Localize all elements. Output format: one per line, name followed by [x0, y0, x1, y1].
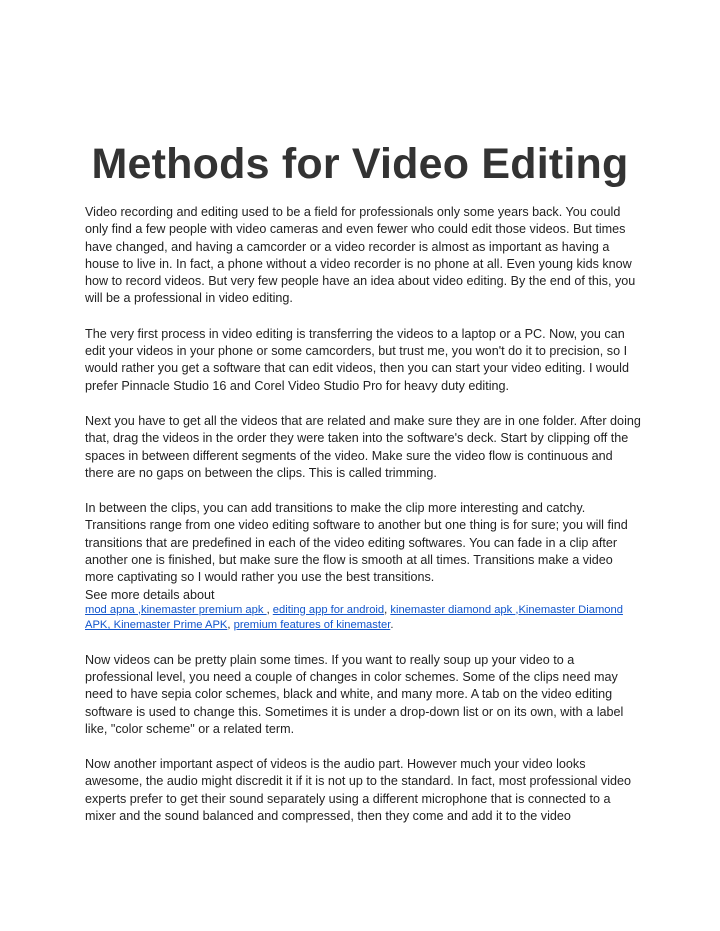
link-premium-features-of-kinemaster[interactable]: premium features of kinemaster [233, 619, 391, 632]
paragraph-transitions: In between the clips, you can add transitions to make the clip more interesting and catchy. Transitions range from one video editing software to another but one thing is for sure; you will find transitions that are predefined in each of the video editing softwares. You can fade in a clip after another one is finished, but make sure the flow is smooth at all times. Transitions make a video more captivating so I would rather you use the best transitions. [85, 501, 628, 585]
link-editing-app-for-android[interactable]: editing app for android [272, 603, 385, 616]
document-body [85, 204, 641, 843]
transitions-section [85, 500, 641, 633]
paragraph-trimming: Next you have to get all the videos that are related and make sure they are in one folder. After doing that, drag the videos in the order they were taken into the software's deck. Start by clipping off the spaces in between different segments of the video. Make sure the video flow is continuous and there are no gaps on between the clips. This is called trimming. [85, 413, 641, 480]
link-kinemaster-diamond-apk[interactable]: kinemaster diamond apk [390, 603, 516, 616]
link-mod-apna-kinemaster-premium-apk[interactable]: mod apna ,kinemaster premium apk [85, 603, 267, 616]
page-title: Methods for Video Editing [91, 140, 629, 188]
link-kinemaster-diamond-prime-apk[interactable]: ,Kinemaster Diamond APK, Kinemaster Prime APK [85, 603, 623, 632]
paragraph-transfer: The very first process in video editing is transferring the videos to a laptop or a PC. Now, you can edit your videos in your phone or some camcorders, but trust me, you won't do it to precision, so I would rather you get a software that can edit videos, then you can start your video editing. I would prefer Pinnacle Studio 16 and Corel Video Studio Pro for heavy duty editing. [85, 326, 629, 393]
link-separator: , [266, 603, 273, 616]
paragraph-audio: Now another important aspect of videos is the audio part. However much your video looks awesome, the audio might discredit it if it is not up to the standard. In fact, most professional video experts prefer to get their sound separately using a different microphone that is connected to a mixer and the sound balanced and compressed, then they come and add it to the video [85, 757, 632, 824]
link-separator: , [384, 603, 391, 616]
see-more-label: See more details about [85, 587, 215, 602]
see-more-links [85, 603, 641, 634]
paragraph-intro: Video recording and editing used to be a field for professionals only some years back. You could only find a few people with video cameras and even fewer who could edit those videos. But times have changed, and having a camcorder or a video recorder is almost as important as having a house to live in. In fact, a phone without a video recorder is no phone at all. Even young kids know how to record videos. But very few people have an idea about video editing. By the end of this, you will be a professional in video editing. [85, 205, 636, 306]
paragraph-color-schemes: Now videos can be pretty plain some times. If you want to really soup up your video to a professional level, you need a couple of changes in color schemes. Some of the clips need may need to have sepia color schemes, black and white, and many more. A tab on the video editing software is used to change this. Sometimes it is under a drop-down list or on its own, with a label like, "color scheme" or a related term. [85, 652, 624, 736]
link-separator: . [390, 619, 394, 632]
link-separator: , [227, 619, 234, 632]
